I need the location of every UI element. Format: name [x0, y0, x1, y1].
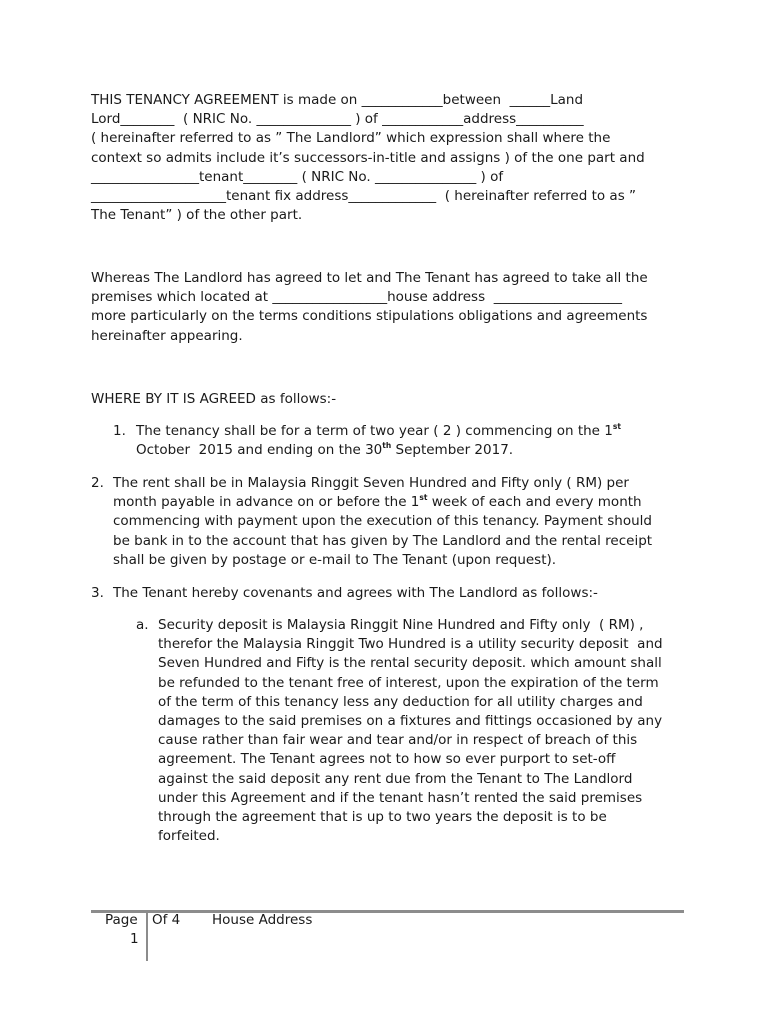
footer-page-label: Page — [105, 912, 138, 928]
footer-divider — [146, 911, 148, 961]
intro-line: ____________________tenant fix address_____________ ( hereinafter referred to as ” — [91, 188, 637, 205]
agreed-heading — [91, 390, 681, 409]
clause-2-line2-end: week of each and every month — [427, 494, 642, 511]
clause-2-line: shall be given by postage or e-mail to The Tenant (upon request). — [113, 551, 557, 568]
footer-page-total: Of 4 — [152, 912, 181, 928]
clause-2-line — [113, 493, 681, 512]
intro-line: ( hereinafter referred to as ” The Landlord” which expression shall where the — [91, 130, 611, 147]
clause-3-line: The Tenant hereby covenants and agrees with The Landlord as follows:- — [113, 585, 598, 601]
footer-title: House Address — [212, 912, 313, 928]
clause-1 — [136, 422, 681, 460]
clause-1-line — [136, 422, 681, 441]
footer-page-number: 1 — [130, 931, 139, 947]
intro-line: Lord________ ( NRIC No. ______________ ) of ____________address__________ — [91, 111, 584, 128]
clause-3a-line: be refunded to the tenant free of interest, upon the expiration of the term — [158, 674, 659, 691]
clause-3 — [113, 584, 681, 603]
clause-2-line: The rent shall be in Malaysia Ringgit Seven Hundred and Fifty only ( RM) per — [113, 475, 629, 491]
whereas-paragraph — [91, 269, 681, 346]
clause-1-line1-text: The tenancy shall be for a term of two year ( 2 ) commencing on the 1 — [136, 423, 613, 439]
clause-3a-line: therefor the Malaysia Ringgit Two Hundred is a utility security deposit and — [158, 636, 663, 653]
clause-2 — [113, 474, 681, 570]
clause-3a-letter: a. — [136, 617, 149, 633]
whereas-line: hereinafter appearing. — [91, 327, 243, 344]
clause-2-line2-text: month payable in advance on or before the 1 — [113, 494, 420, 511]
clause-2-line: commencing with payment upon the execution of this tenancy. Payment should — [113, 513, 652, 530]
clause-3a-line: cause rather than fair wear and tear and/or in respect of breach of this — [158, 732, 638, 749]
clause-2-number: 2. — [91, 475, 104, 491]
intro-line: ________________tenant________ ( NRIC No. _______________ ) of — [91, 168, 504, 185]
clause-3a-line: agreement. The Tenant agrees not to how so ever purport to set-off — [158, 751, 616, 768]
clause-1-line2-sup: th — [382, 441, 392, 451]
agreed-heading-text: WHERE BY IT IS AGREED as follows:- — [91, 391, 337, 407]
clause-1-line1-sup: st — [612, 422, 621, 431]
clause-3a-line: through the agreement that is up to two years the deposit is to be — [158, 809, 607, 826]
clause-3a-line: against the said deposit any rent due from the Tenant to The Landlord — [158, 770, 633, 787]
clause-1-line2-text: October 2015 and ending on the 30 — [136, 442, 383, 459]
clause-1-number: 1. — [113, 423, 126, 439]
clause-3a-line: under this Agreement and if the tenant hasn’t rented the said premises — [158, 789, 643, 806]
intro-line: THIS TENANCY AGREEMENT is made on ____________between ______Land — [91, 92, 584, 108]
clause-3a — [158, 616, 681, 846]
clause-3a-line: Security deposit is Malaysia Ringgit Nine Hundred and Fifty only ( RM) , — [158, 617, 644, 633]
clause-3a-line: of the term of this tenancy less any deduction for all utility charges and — [158, 693, 643, 710]
intro-line: context so admits include it’s successors-in-title and assigns ) of the one part and — [91, 149, 645, 166]
clause-1-line — [136, 441, 681, 460]
clause-1-line2-end: September 2017. — [391, 442, 514, 459]
clause-3-number: 3. — [91, 585, 104, 601]
whereas-line: premises which located at _________________house address ___________________ — [91, 289, 622, 306]
whereas-line: Whereas The Landlord has agreed to let and The Tenant has agreed to take all the — [91, 270, 648, 286]
clause-2-line2-sup: st — [419, 493, 428, 503]
clause-3a-line: Seven Hundred and Fifty is the rental security deposit. which amount shall — [158, 655, 662, 672]
clause-3a-line: damages to the said premises on a fixtures and fittings occasioned by any — [158, 713, 663, 730]
intro-line: The Tenant” ) of the other part. — [91, 207, 303, 224]
clause-3a-line: forfeited. — [158, 828, 220, 845]
clause-2-line: be bank in to the account that has given by The Landlord and the rental receipt — [113, 532, 653, 549]
intro-paragraph — [91, 91, 681, 225]
whereas-line: more particularly on the terms conditions stipulations obligations and agreements — [91, 308, 648, 325]
